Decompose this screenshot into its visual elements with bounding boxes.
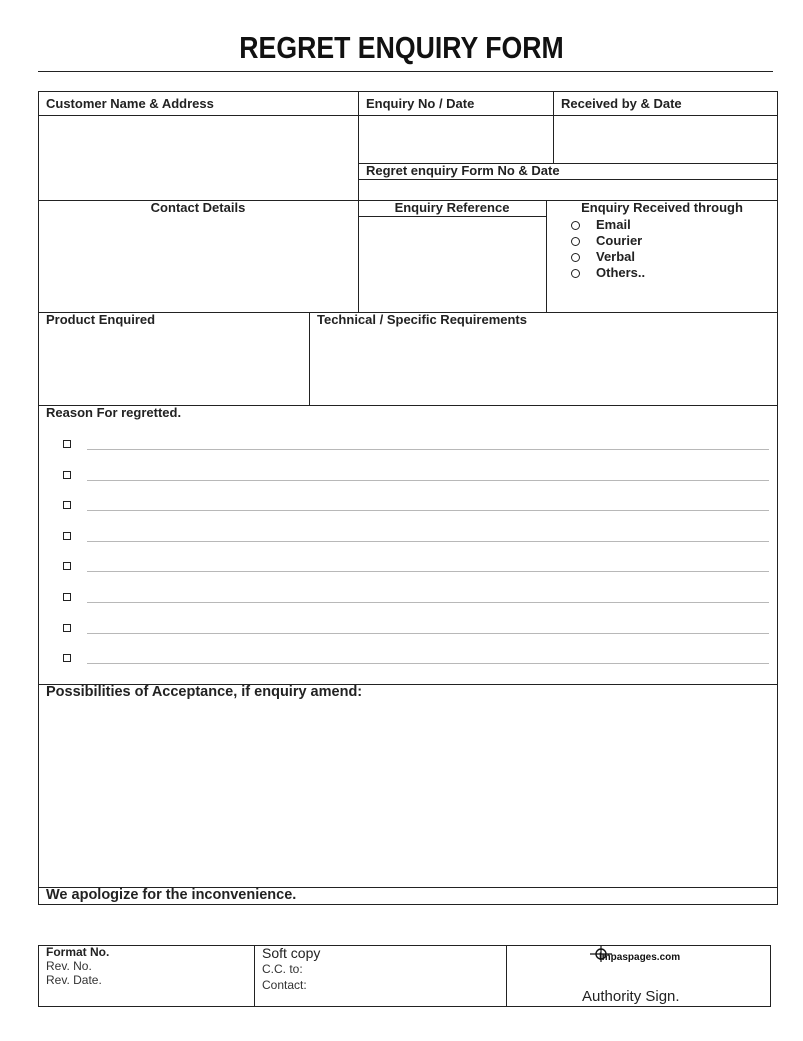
divider: [506, 945, 507, 1007]
reason-checkbox[interactable]: [63, 593, 71, 601]
reason-checkbox[interactable]: [63, 654, 71, 662]
option-email: Email: [596, 217, 631, 232]
customer-name-address-label: Customer Name & Address: [46, 96, 214, 111]
reason-line[interactable]: [87, 633, 769, 634]
product-enquired-label: Product Enquired: [46, 312, 156, 327]
apology-text: We apologize for the inconvenience.: [46, 887, 297, 903]
possibilities-label: Possibilities of Acceptance, if enquiry amend:: [46, 684, 363, 700]
radio-email[interactable]: [571, 221, 580, 230]
logo: [590, 945, 700, 965]
reason-checkbox[interactable]: [63, 562, 71, 570]
reason-line[interactable]: [87, 541, 769, 542]
radio-others[interactable]: [571, 269, 580, 278]
reason-line[interactable]: [87, 663, 769, 664]
option-others: Others..: [596, 265, 646, 280]
contact-label: Contact:: [262, 978, 307, 992]
authority-sign-label: Authority Sign.: [582, 988, 680, 1005]
page-title: REGRET ENQUIRY FORM: [239, 30, 564, 65]
reason-line[interactable]: [87, 510, 769, 511]
reason-checkbox[interactable]: [63, 624, 71, 632]
radio-courier[interactable]: [571, 237, 580, 246]
reason-line[interactable]: [87, 571, 769, 572]
reason-regretted-label: Reason For regretted.: [46, 405, 182, 420]
divider: [38, 115, 778, 116]
reason-checkbox[interactable]: [63, 440, 71, 448]
soft-copy-label: Soft copy: [262, 945, 321, 961]
reason-checkbox[interactable]: [63, 501, 71, 509]
divider: [358, 91, 359, 201]
regret-form-no-date-label: Regret enquiry Form No & Date: [366, 163, 560, 178]
divider: [546, 200, 547, 313]
reason-line[interactable]: [87, 449, 769, 450]
reason-checkbox[interactable]: [63, 471, 71, 479]
reason-line[interactable]: [87, 480, 769, 481]
enquiry-reference-label: Enquiry Reference: [394, 200, 510, 215]
logo-text: impaspages.com: [599, 952, 681, 963]
reason-line[interactable]: [87, 602, 769, 603]
reason-checkbox[interactable]: [63, 532, 71, 540]
divider: [254, 945, 255, 1007]
title-underline: [38, 71, 773, 72]
received-by-date-label: Received by & Date: [561, 96, 682, 111]
format-no-label: Format No.: [46, 945, 110, 959]
enquiry-no-date-label: Enquiry No / Date: [366, 96, 475, 111]
enquiry-received-through-label: Enquiry Received through: [581, 200, 743, 215]
technical-requirements-label: Technical / Specific Requirements: [317, 312, 527, 327]
option-courier: Courier: [596, 233, 643, 248]
cc-to-label: C.C. to:: [262, 962, 303, 976]
contact-details-label: Contact Details: [150, 200, 246, 215]
divider: [358, 216, 546, 217]
rev-date-label: Rev. Date.: [46, 973, 102, 987]
radio-verbal[interactable]: [571, 253, 580, 262]
rev-no-label: Rev. No.: [46, 959, 92, 973]
divider: [358, 179, 778, 180]
option-verbal: Verbal: [596, 249, 636, 264]
divider: [553, 91, 554, 164]
divider: [309, 312, 310, 406]
